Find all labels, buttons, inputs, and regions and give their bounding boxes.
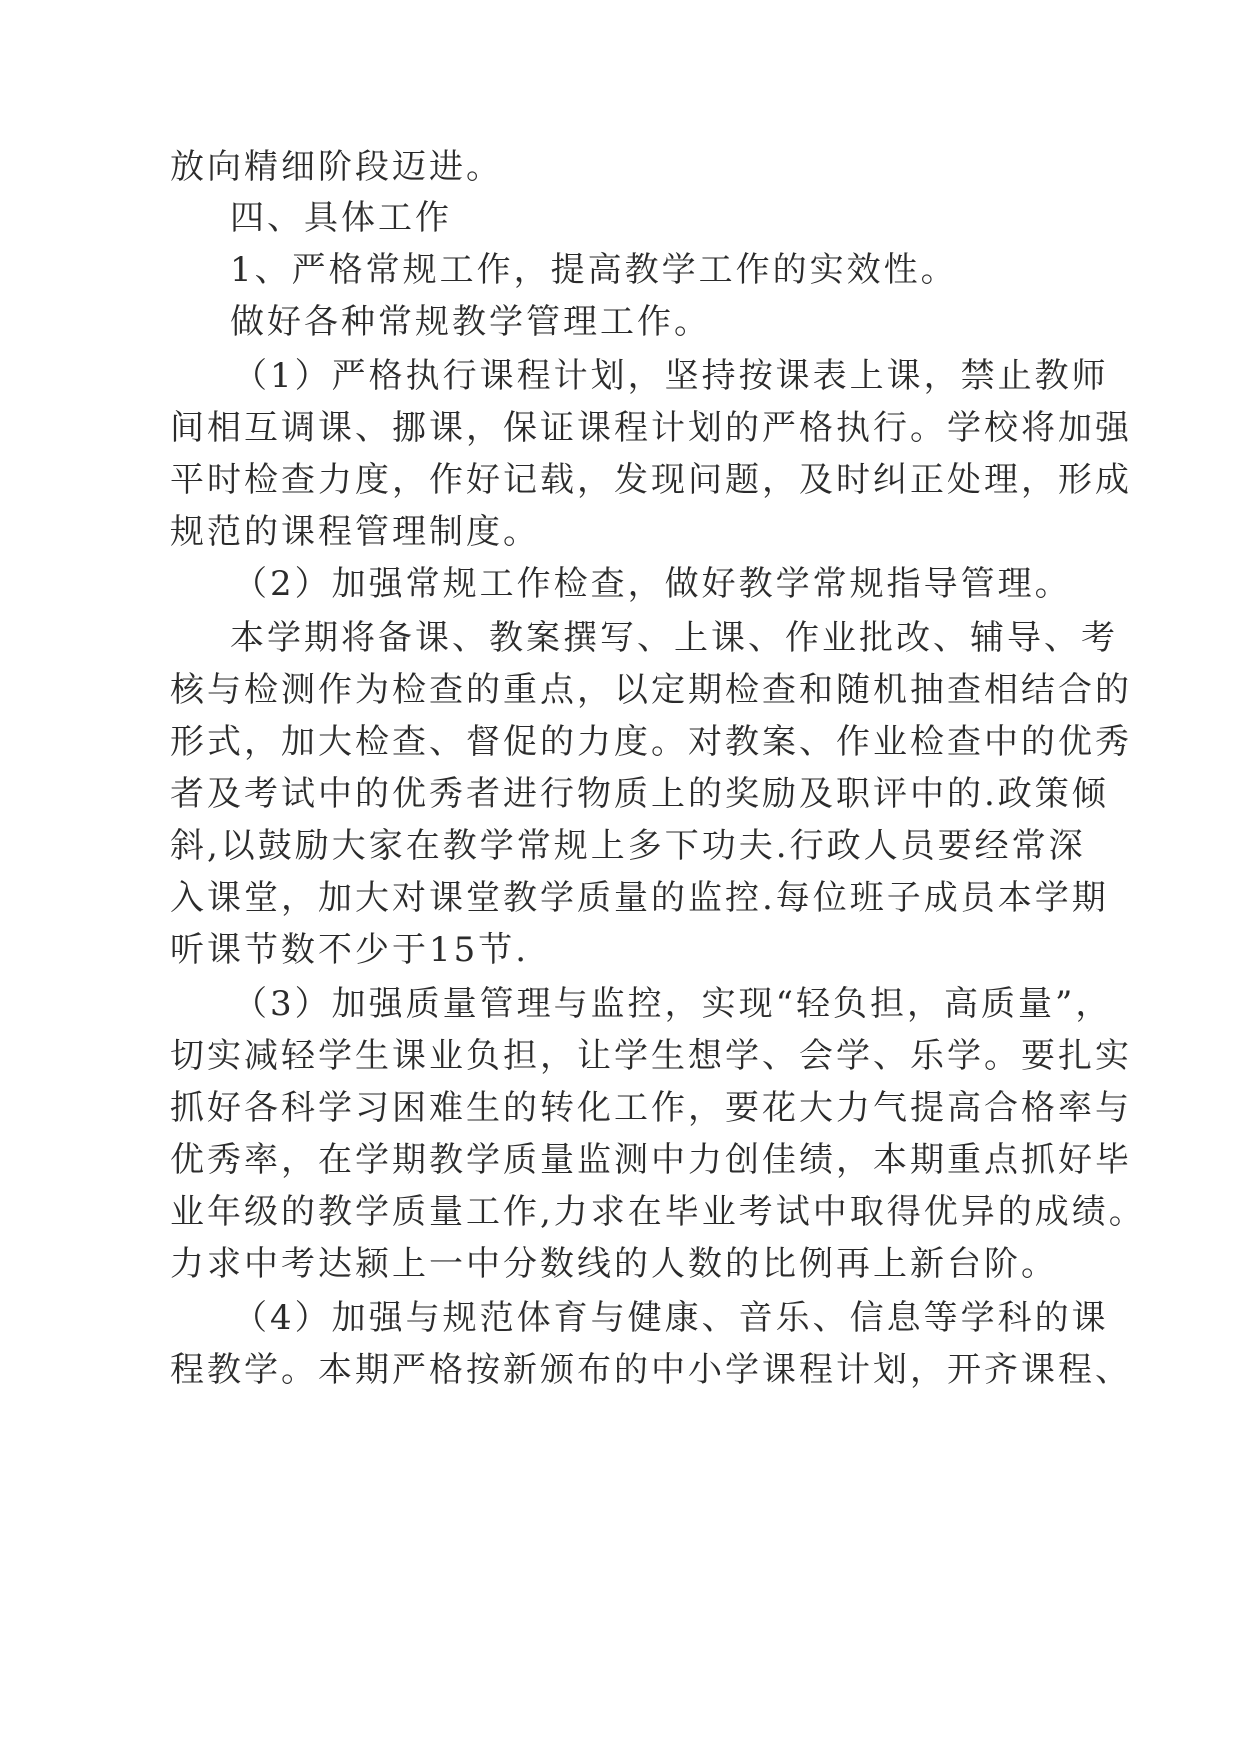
text-line: （3）加强质量管理与监控，实现“轻负担，高质量”， bbox=[233, 984, 1113, 1024]
text-line: （2）加强常规工作检查，做好教学常规指导管理。 bbox=[233, 564, 1072, 604]
text-line: 规范的课程管理制度。 bbox=[170, 512, 540, 552]
text-line: 放向精细阶段迈进。 bbox=[170, 147, 503, 187]
text-line: 平时检查力度，作好记载，发现问题，及时纠正处理，形成 bbox=[170, 460, 1132, 500]
text-line: 力求中考达颍上一中分数线的人数的比例再上新台阶。 bbox=[170, 1244, 1058, 1284]
subsection-heading: 1、严格常规工作，提高教学工作的实效性。 bbox=[230, 250, 958, 290]
text-line: 者及考试中的优秀者进行物质上的奖励及职评中的.政策倾 bbox=[170, 774, 1109, 814]
text-line: 入课堂，加大对课堂教学质量的监控.每位班子成员本学期 bbox=[170, 878, 1109, 918]
text-line: 抓好各科学习困难生的转化工作，要花大力气提高合格率与 bbox=[170, 1088, 1132, 1128]
text-line: 程教学。本期严格按新颁布的中小学课程计划，开齐课程、 bbox=[170, 1350, 1132, 1390]
text-line: 切实减轻学生课业负担，让学生想学、会学、乐学。要扎实 bbox=[170, 1036, 1132, 1076]
text-line: 核与检测作为检查的重点，以定期检查和随机抽查相结合的 bbox=[170, 670, 1132, 710]
section-heading: 四、具体工作 bbox=[230, 198, 452, 238]
text-line: 做好各种常规教学管理工作。 bbox=[230, 302, 711, 342]
text-line: 业年级的教学质量工作,力求在毕业考试中取得优异的成绩。 bbox=[170, 1192, 1146, 1232]
text-line: 斜,以鼓励大家在教学常规上多下功夫.行政人员要经常深 bbox=[170, 826, 1086, 866]
text-line: 本学期将备课、教案撰写、上课、作业批改、辅导、考 bbox=[230, 618, 1118, 658]
text-line: （4）加强与规范体育与健康、音乐、信息等学科的课 bbox=[233, 1298, 1109, 1338]
text-line: 间相互调课、挪课，保证课程计划的严格执行。学校将加强 bbox=[170, 408, 1132, 448]
text-line: 优秀率，在学期教学质量监测中力创佳绩，本期重点抓好毕 bbox=[170, 1140, 1132, 1180]
text-line: 形式，加大检查、督促的力度。对教案、作业检查中的优秀 bbox=[170, 722, 1132, 762]
text-line: 听课节数不少于15节. bbox=[170, 930, 530, 970]
text-line: （1）严格执行课程计划，坚持按课表上课，禁止教师 bbox=[233, 356, 1109, 396]
